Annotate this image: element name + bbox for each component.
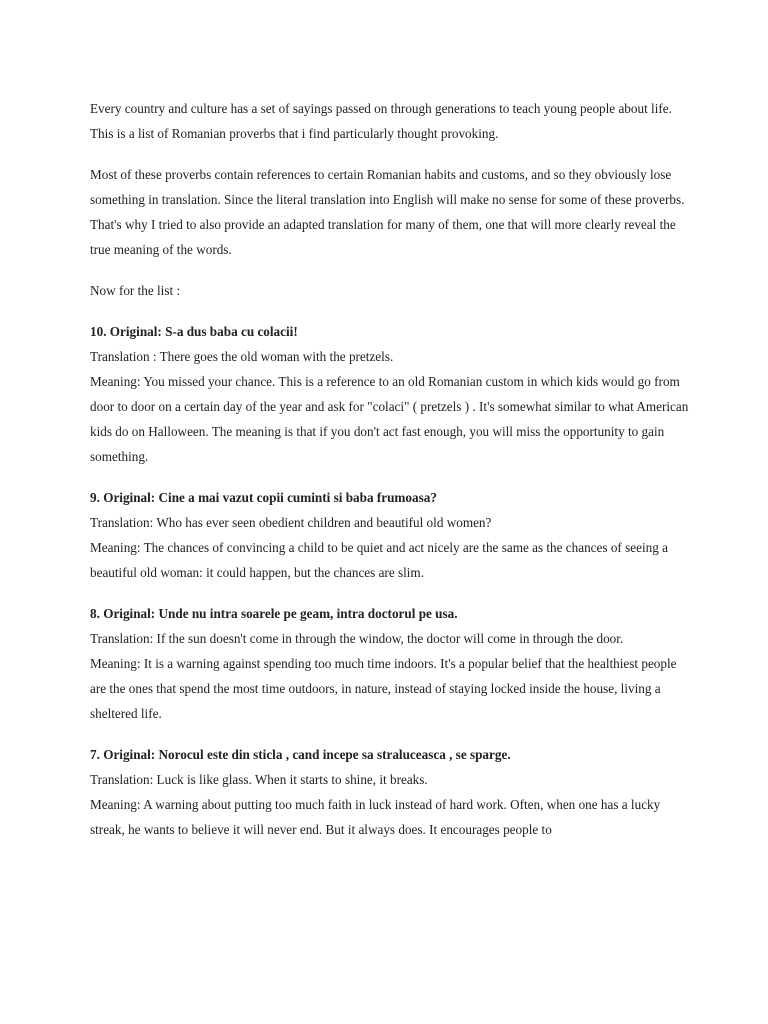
proverb-10 bbox=[90, 319, 690, 469]
proverb-translation: Translation: If the sun doesn't come in through the window, the doctor will come in through the door. bbox=[90, 631, 624, 646]
proverb-heading: 9. Original: Cine a mai vazut copii cuminti si baba frumoasa? bbox=[90, 490, 437, 505]
proverb-translation: Translation : There goes the old woman with the pretzels. bbox=[90, 349, 394, 364]
intro-paragraph-1: Every country and culture has a set of sayings passed on through generations to teach young people about life. This is a list of Romanian proverbs that i find particularly thought provoking. bbox=[90, 101, 672, 141]
document-page bbox=[90, 96, 690, 858]
proverb-heading: 8. Original: Unde nu intra soarele pe geam, intra doctorul pe usa. bbox=[90, 606, 458, 621]
proverb-7 bbox=[90, 742, 690, 842]
intro-paragraph-2: Most of these proverbs contain references to certain Romanian habits and customs, and so they obviously lose something in translation. Since the literal translation into English will make no sense for some of these proverbs. That's why I tried to also provide an adapted translation for many of them, one that will more clearly reveal the true meaning of the words. bbox=[90, 167, 685, 257]
proverb-9 bbox=[90, 485, 690, 585]
proverb-heading: 10. Original: S-a dus baba cu colacii! bbox=[90, 324, 298, 339]
proverb-translation: Translation: Luck is like glass. When it starts to shine, it breaks. bbox=[90, 772, 428, 787]
proverb-8 bbox=[90, 601, 690, 726]
proverb-meaning: Meaning: It is a warning against spending too much time indoors. It's a popular belief that the healthiest people are the ones that spend the most time outdoors, in nature, instead of staying locked inside the house, living a sheltered life. bbox=[90, 656, 677, 721]
proverb-meaning: Meaning: The chances of convincing a child to be quiet and act nicely are the same as the chances of seeing a beautiful old woman: it could happen, but the chances are slim. bbox=[90, 540, 668, 580]
proverb-meaning: Meaning: A warning about putting too much faith in luck instead of hard work. Often, when one has a lucky streak, he wants to believe it will never end. But it always does. It encourages people to bbox=[90, 797, 661, 837]
proverb-heading: 7. Original: Norocul este din sticla , cand incepe sa straluceasca , se sparge. bbox=[90, 747, 511, 762]
intro-paragraph-3: Now for the list : bbox=[90, 283, 181, 298]
proverb-translation: Translation: Who has ever seen obedient children and beautiful old women? bbox=[90, 515, 492, 530]
proverb-meaning: Meaning: You missed your chance. This is a reference to an old Romanian custom in which kids would go from door to door on a certain day of the year and ask for "colaci" ( pretzels ) . It's somewhat similar to what American kids do on Halloween. The meaning is that if you don't act fast enough, you will miss the opportunity to gain something. bbox=[90, 374, 689, 464]
